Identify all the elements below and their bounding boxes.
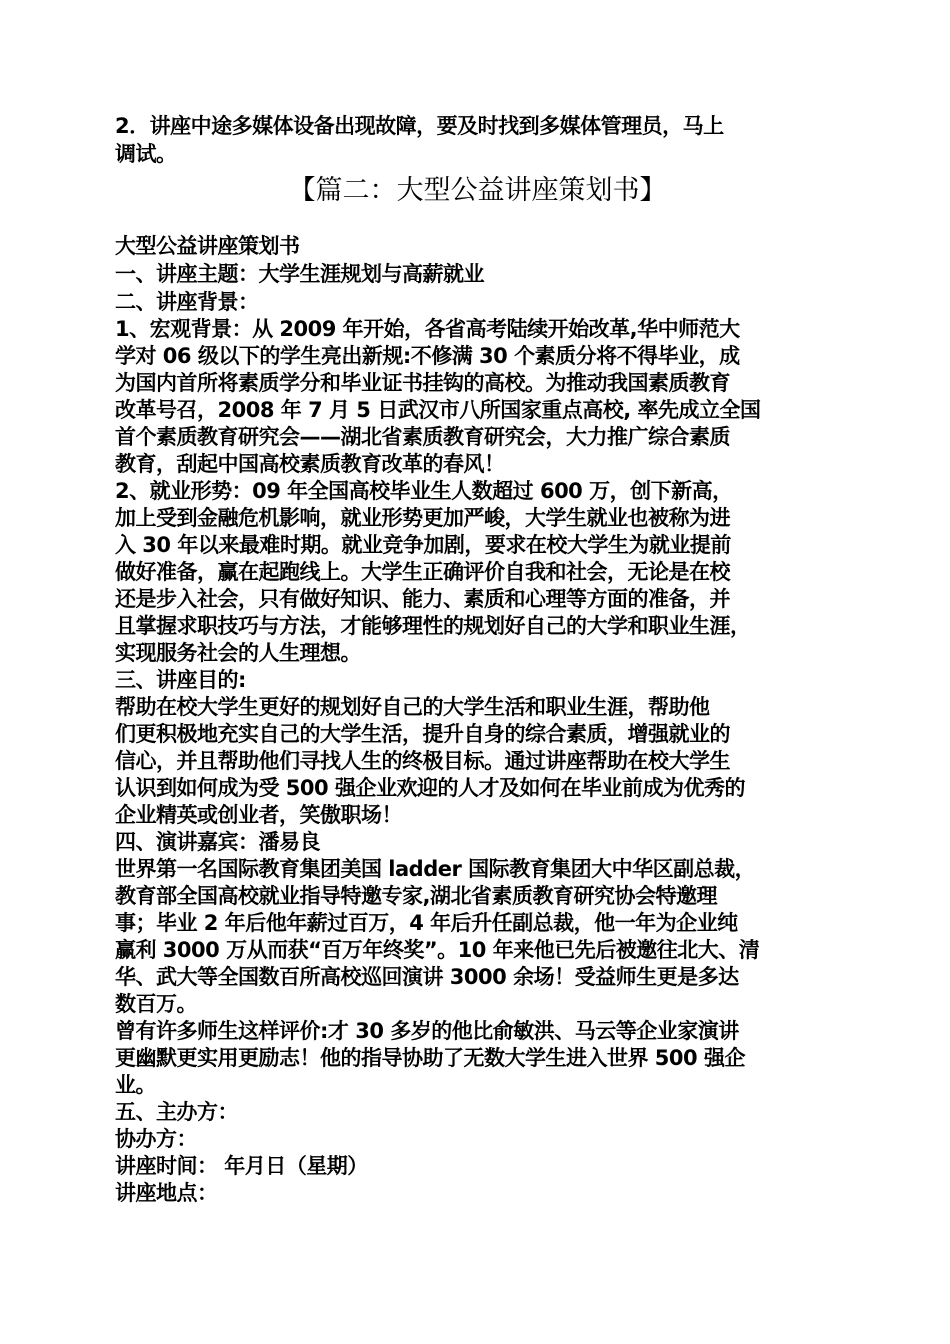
text-line: 曾有许多师生这样评价:才 30 多岁的他比俞敏洪、马云等企业家演讲 xyxy=(115,1019,739,1043)
text-line: 做好准备，赢在起跑线上。大学生正确评价自我和社会，无论是在校 xyxy=(115,560,730,584)
text-line: 四、演讲嘉宾：潘易良 xyxy=(115,830,320,854)
text-line: 五、主办方： xyxy=(115,1100,238,1124)
text-line: 加上受到金融危机影响，就业形势更加严峻，大学生就业也被称为进 xyxy=(115,506,730,530)
text-line: 调试。 xyxy=(115,142,177,166)
text-line: 教育，刮起中国高校素质教育改革的春风！ xyxy=(115,452,505,476)
text-line: 世界第一名国际教育集团美国 ladder 国际教育集团大中华区副总裁， xyxy=(115,857,756,881)
text-line: 讲座时间： 年月日（星期） xyxy=(115,1154,368,1178)
text-line: 协办方： xyxy=(115,1127,197,1151)
text-line: 首个素质教育研究会——湖北省素质教育研究会，大力推广综合素质 xyxy=(115,425,730,449)
section-heading: 【篇二：大型公益讲座策划书】 xyxy=(288,175,667,206)
text-line: 帮助在校大学生更好的规划好自己的大学生活和职业生涯，帮助他 xyxy=(115,695,710,719)
text-line: 华、武大等全国数百所高校巡回演讲 3000 余场！受益师生更是多达 xyxy=(115,965,739,989)
text-line: 们更积极地充实自己的大学生活，提升自身的综合素质，增强就业的 xyxy=(115,722,730,746)
text-line: 信心，并且帮助他们寻找人生的终极目标。通过讲座帮助在校大学生 xyxy=(115,749,730,773)
text-line: 企业精英或创业者，笑傲职场！ xyxy=(115,803,402,827)
text-line: 赢利 3000 万从而获“百万年终奖”。10 年来他已先后被邀往北大、清 xyxy=(115,938,760,962)
text-line: 三、讲座目的: xyxy=(115,668,246,692)
text-line: 事；毕业 2 年后他年薪过百万，4 年后升任副总裁，他一年为企业纯 xyxy=(115,911,738,935)
document-page xyxy=(115,112,840,1207)
text-line: 更幽默更实用更励志！他的指导协助了无数大学生进入世界 500 强企 xyxy=(115,1046,745,1070)
text-line: 2．讲座中途多媒体设备出现故障，要及时找到多媒体管理员，马上 xyxy=(115,114,724,138)
intro-section xyxy=(115,112,840,168)
text-line: 学对 06 级以下的学生亮出新规:不修满 30 个素质分将不得毕业，成 xyxy=(115,344,740,368)
text-line: 2、就业形势：09 年全国高校毕业生人数超过 600 万，创下新高， xyxy=(115,479,733,503)
text-line: 业。 xyxy=(115,1073,156,1097)
doc-title: 大型公益讲座策划书 xyxy=(115,234,300,258)
text-line: 认识到如何成为受 500 强企业欢迎的人才及如何在毕业前成为优秀的 xyxy=(115,776,745,800)
text-line: 为国内首所将素质学分和毕业证书挂钩的高校。为推动我国素质教育 xyxy=(115,371,730,395)
text-line: 数百万。 xyxy=(115,992,197,1016)
text-line: 改革号召，2008 年 7 月 5 日武汉市八所国家重点高校, 率先成立全国 xyxy=(115,398,761,422)
text-line: 实现服务社会的人生理想。 xyxy=(115,641,361,665)
text-line: 入 30 年以来最难时期。就业竞争加剧，要求在校大学生为就业提前 xyxy=(115,533,731,557)
text-line: 讲座地点： xyxy=(115,1181,218,1205)
text-line: 且掌握求职技巧与方法，才能够理性的规划好自己的大学和职业生涯， xyxy=(115,614,751,638)
text-line: 一、讲座主题：大学生涯规划与高薪就业 xyxy=(115,262,484,286)
text-line: 教育部全国高校就业指导特邀专家,湖北省素质教育研究协会特邀理 xyxy=(115,884,717,908)
text-line: 1、宏观背景：从 2009 年开始，各省高考陆续开始改革,华中师范大 xyxy=(115,317,740,341)
text-line: 二、讲座背景： xyxy=(115,290,259,314)
text-line: 还是步入社会，只有做好知识、能力、素质和心理等方面的准备，并 xyxy=(115,587,730,611)
body-section xyxy=(115,232,840,1207)
